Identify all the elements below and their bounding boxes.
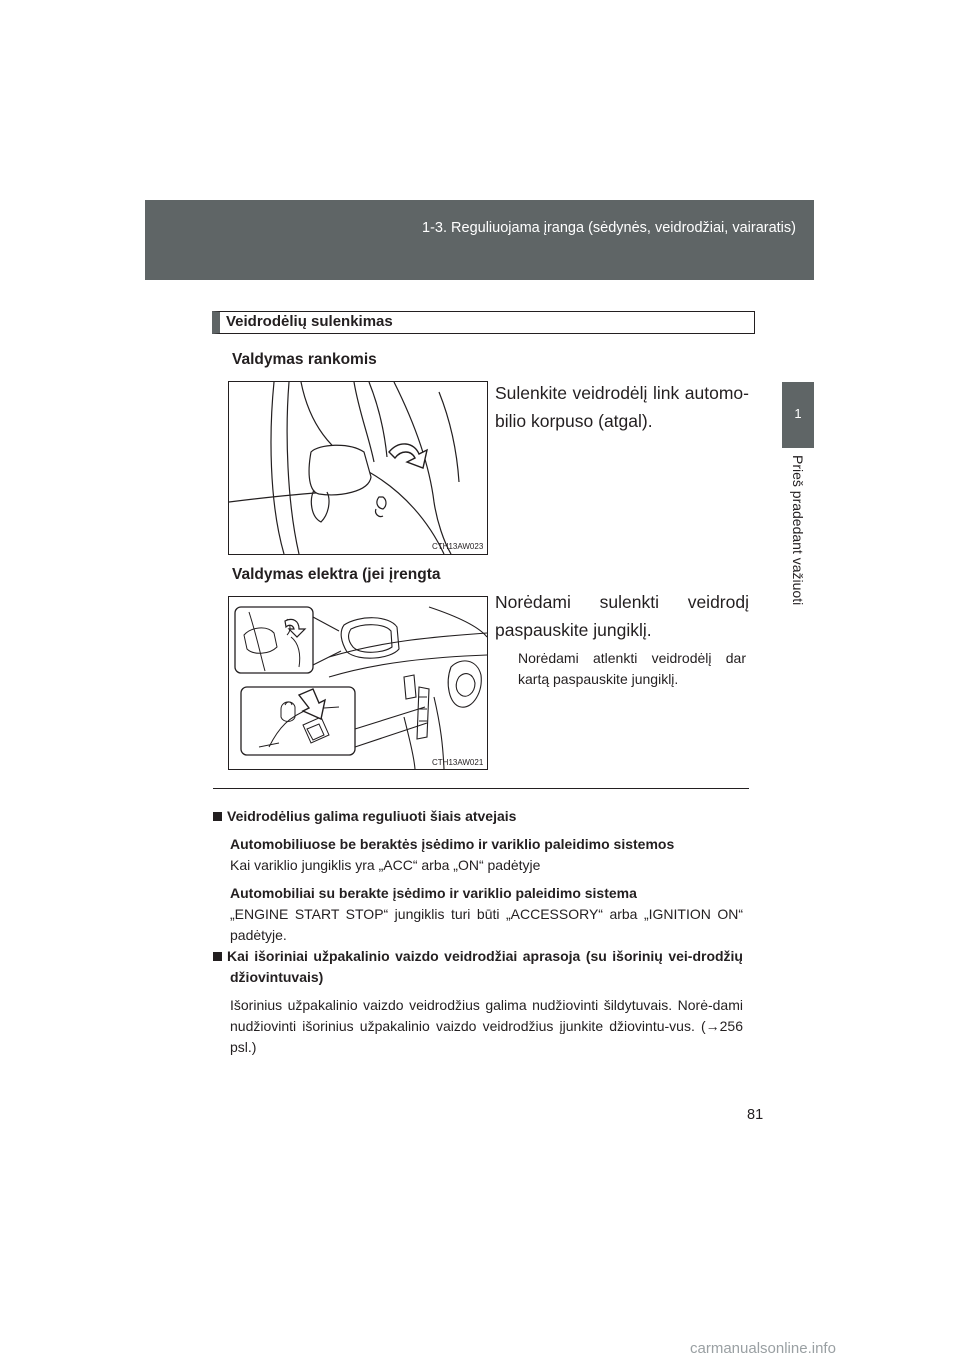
note-defogger-title: Kai išoriniai užpakalinio vaizdo veidrodžiai aprasoja (su išorinių vei-drodžių džiovintuvais)	[213, 946, 743, 988]
note-keyless-absent-text: Kai variklio jungiklis yra „ACC“ arba „ON“ padėtyje	[230, 857, 541, 873]
chapter-side-label: Prieš pradedant važiuoti	[790, 455, 806, 606]
note-keyless-present-subtitle: Automobiliai su berakte įsėdimo ir variklio paleidimo sistema	[230, 885, 637, 901]
manual-heading: Valdymas rankomis	[232, 351, 377, 368]
chapter-title: 1-3. Reguliuojama įranga (sėdynės, veidrodžiai, vairaratis)	[422, 220, 796, 236]
switch-inset-box	[241, 687, 355, 755]
note-conditions	[213, 806, 743, 946]
note-keyless-absent-subtitle: Automobiliuose be beraktės įsėdimo ir variklio paleidimo sistemos	[230, 836, 675, 852]
note-defogger	[213, 946, 743, 1058]
section-title: Veidrodėlių sulenkimas	[226, 313, 393, 330]
divider-rule	[213, 788, 749, 789]
electric-sub-instruction: Norėdami atlenkti veidrodėlį dar kartą paspauskite jungiklį.	[518, 650, 746, 687]
power-fold-switch-drawing	[229, 597, 487, 769]
section-title-box	[212, 311, 755, 334]
note-defogger-text: Išorinius užpakalinio vaizdo veidrodžius galima nudžiovinti šildytuvais. Norė-dami nudžiovinti išorinius užpakalinio vaizdo veidrodžius įjunkite džiovintu-vus. (→256 psl.)	[230, 997, 743, 1055]
manual-fold-illustration	[228, 381, 488, 555]
watermark: carmanualsonline.info	[690, 1340, 836, 1357]
chapter-tab	[782, 382, 814, 448]
mirror-fold-drawing	[229, 382, 487, 554]
note-conditions-title: Veidrodėlius galima reguliuoti šiais atvejais	[213, 806, 743, 827]
electric-heading: Valdymas elektra (jei įrengta	[232, 566, 441, 583]
electric-figure-code: CTH13AW021	[432, 758, 484, 767]
square-bullet-icon	[213, 952, 222, 961]
square-bullet-icon	[213, 812, 222, 821]
manual-figure-code: CTH13AW023	[432, 542, 484, 551]
electric-fold-illustration	[228, 596, 488, 770]
chapter-number: 1	[794, 406, 802, 421]
header-band	[145, 200, 814, 280]
manual-instruction: Sulenkite veidrodėlį link automo-bilio korpuso (atgal).	[495, 383, 749, 431]
electric-instruction: Norėdami sulenkti veidrodį paspauskite jungiklį.	[495, 592, 749, 640]
mirror-inset-box	[235, 607, 313, 673]
page-number: 81	[747, 1107, 764, 1123]
note-keyless-present-text: „ENGINE START STOP“ jungiklis turi būti „ACCESSORY“ arba „IGNITION ON“ padėtyje.	[230, 906, 743, 943]
